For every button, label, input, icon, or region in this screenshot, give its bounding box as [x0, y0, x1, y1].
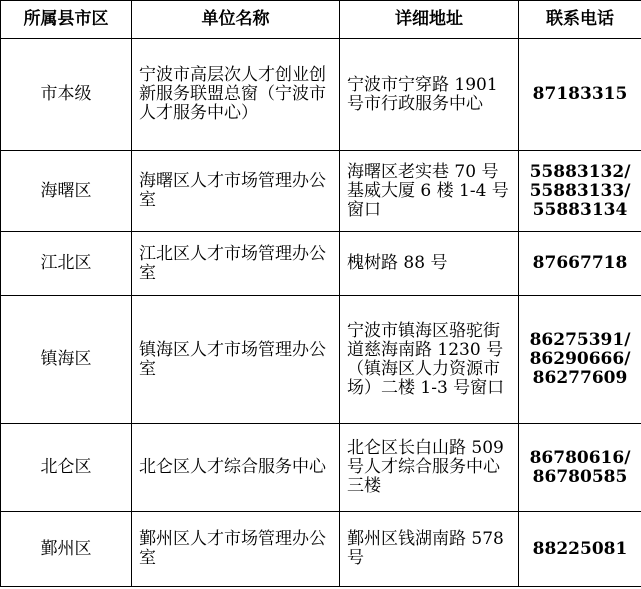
- header-row: [1, 1, 641, 39]
- unit-cell: 北仑区人才综合服务中心: [132, 424, 340, 512]
- address-cell: 宁波市镇海区骆驼街道慈海南路 1230 号（镇海区人力资源市场）二楼 1-3 号窗口: [340, 296, 519, 424]
- table-row: [1, 39, 641, 151]
- district-cell: 鄞州区: [1, 512, 132, 587]
- unit-cell: 镇海区人才市场管理办公室: [132, 296, 340, 424]
- header-unit: 单位名称: [132, 1, 340, 39]
- phone-cell: [519, 296, 641, 424]
- table-row: [1, 232, 641, 296]
- unit-cell: 鄞州区人才市场管理办公室: [132, 512, 340, 587]
- phone-cell: [519, 512, 641, 587]
- phone-number: 87667718: [532, 253, 628, 273]
- header-district: 所属县市区: [1, 1, 132, 39]
- phone-number: 86290666/: [529, 349, 631, 369]
- phone-number: 55883134: [532, 199, 628, 220]
- phone-number: 55883133/: [529, 180, 631, 201]
- phone-number: 55883132/: [529, 161, 631, 182]
- phone-cell: [519, 39, 641, 151]
- unit-cell: 江北区人才市场管理办公室: [132, 232, 340, 296]
- district-cell: 海曙区: [1, 151, 132, 232]
- phone-number: 86780585: [532, 466, 628, 487]
- address-cell: 宁波市宁穿路 1901 号市行政服务中心: [340, 39, 519, 151]
- header-phone: 联系电话: [519, 1, 641, 39]
- phone-cell: [519, 424, 641, 512]
- table-row: [1, 296, 641, 424]
- table-row: [1, 512, 641, 587]
- address-cell: 北仑区长白山路 509 号人才综合服务中心三楼: [340, 424, 519, 512]
- address-cell: 鄞州区钱湖南路 578 号: [340, 512, 519, 587]
- unit-cell: 海曙区人才市场管理办公室: [132, 151, 340, 232]
- table-row: [1, 424, 641, 512]
- phone-cell: [519, 232, 641, 296]
- phone-number: 86277609: [532, 368, 628, 388]
- unit-cell: 宁波市高层次人才创业创新服务联盟总窗（宁波市人才服务中心）: [132, 39, 340, 151]
- district-cell: 市本级: [1, 39, 132, 151]
- phone-number: 88225081: [532, 538, 628, 559]
- phone-cell: [519, 151, 641, 232]
- address-cell: 海曙区老实巷 70 号基威大厦 6 楼 1-4 号窗口: [340, 151, 519, 232]
- phone-number: 86780616/: [529, 447, 631, 468]
- phone-number: 87183315: [532, 84, 628, 104]
- district-cell: 镇海区: [1, 296, 132, 424]
- address-cell: 槐树路 88 号: [340, 232, 519, 296]
- table-row: [1, 151, 641, 232]
- phone-number: 86275391/: [529, 330, 631, 350]
- district-cell: 江北区: [1, 232, 132, 296]
- header-address: 详细地址: [340, 1, 519, 39]
- district-cell: 北仑区: [1, 424, 132, 512]
